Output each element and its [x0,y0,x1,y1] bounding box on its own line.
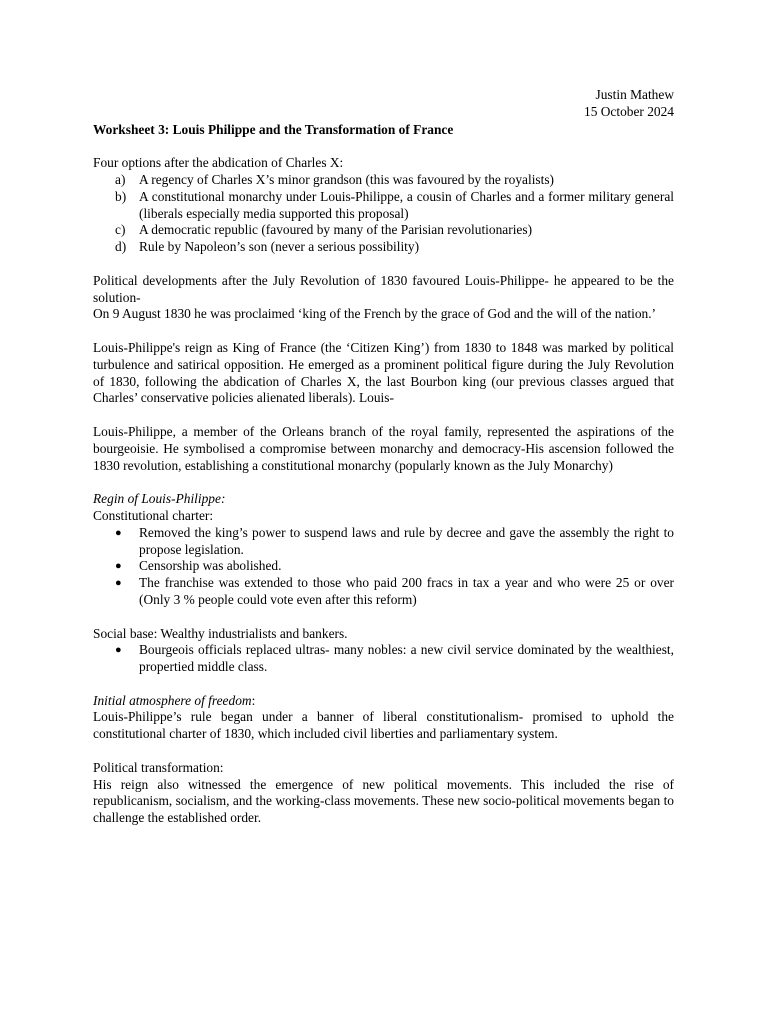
list-item-text: The franchise was extended to those who paid 200 fracs in tax a year and who were 25 or over (Only 3 % people could vote even after this reform) [139,575,674,607]
bullet-icon: ● [115,560,122,573]
list-item-text: Rule by Napoleon’s son (never a serious possibility) [139,239,420,255]
list-item [93,239,674,256]
freedom-heading-line [93,693,674,710]
social-base-label: Social base: Wealthy industrialists and bankers. [93,625,348,641]
regin-heading: Regin of Louis-Philippe: [93,491,226,507]
options-list [93,172,674,256]
spacer [93,323,674,340]
list-item [93,189,674,223]
charter-list [93,525,674,609]
political-developments-line2: On 9 August 1830 he was proclaimed ‘king of the French by the grace of God and the will of the nation.’ [93,306,657,322]
list-item [93,642,674,676]
spacer [93,474,674,491]
bullet-icon: ● [115,526,122,539]
freedom-heading: Initial atmosphere of freedom [93,692,252,708]
list-marker: c) [115,222,126,238]
political-developments-line1: Political developments after the July Revolution of 1830 favoured Louis-Philippe- he appeared to be the solution- [93,272,674,305]
document-page [93,87,674,827]
list-item-text: A democratic republic (favoured by many of the Parisian revolutionaries) [139,222,533,238]
list-item-text: Removed the king’s power to suspend laws and rule by decree and gave the assembly the right to propose legislation. [139,524,674,557]
author-name: Justin Mathew [595,87,674,102]
list-marker: d) [115,239,127,255]
list-item [93,558,674,575]
charter-label: Constitutional charter: [93,507,214,523]
spacer [93,743,674,760]
list-item [93,222,674,239]
spacer [93,256,674,273]
transformation-heading: Political transformation: [93,759,224,775]
orleans-paragraph: Louis-Philippe, a member of the Orleans branch of the royal family, represented the aspirations of the bourgeoisie. He symbolised a compromise between monarchy and democracy-His ascension followed the 1830 revolution, establishing a constitutional monarchy (popularly known as the July Monarchy) [93,423,674,473]
social-base-list [93,642,674,676]
list-marker: b) [115,188,127,204]
freedom-heading-suffix: : [251,692,256,708]
list-item [93,525,674,559]
bullet-icon: ● [115,577,122,590]
reign-paragraph: Louis-Philippe's reign as King of France (the ‘Citizen King’) from 1830 to 1848 was marked by political turbulence and satirical opposition. He emerged as a prominent political figure during the July Revolution of 1830, following the abdication of Charles X, the last Bourbon king (our previous classes argued that Charles’ conservative policies alienated liberals). Louis- [93,339,674,406]
options-intro: Four options after the abdication of Charles X: [93,155,344,171]
document-date: 15 October 2024 [584,103,674,119]
transformation-text: His reign also witnessed the emergence of new political movements. This included the rise of republicanism, socialism, and the working-class movements. These new socio-political movements began to challenge the established order. [93,776,674,826]
spacer [93,609,674,626]
list-item-text: A constitutional monarchy under Louis-Philippe, a cousin of Charles and a former military general (liberals especially media supported this proposal) [139,188,674,221]
freedom-text: Louis-Philippe’s rule began under a banner of liberal constitutionalism- promised to uphold the constitutional charter of 1830, which included civil liberties and parliamentary system. [93,709,674,742]
list-marker: a) [115,171,126,187]
list-item-text: Censorship was abolished. [139,558,282,574]
list-item-text: Bourgeois officials replaced ultras- many nobles: a new civil service dominated by the wealthiest, propertied middle class. [139,642,674,675]
spacer [93,138,674,155]
list-item [93,575,674,609]
worksheet-title: Worksheet 3: Louis Philippe and the Transformation of France [93,121,454,137]
spacer [93,407,674,424]
list-item-text: A regency of Charles X’s minor grandson (this was favoured by the royalists) [139,171,555,187]
bullet-icon: ● [115,644,122,657]
spacer [93,676,674,693]
list-item [93,172,674,189]
